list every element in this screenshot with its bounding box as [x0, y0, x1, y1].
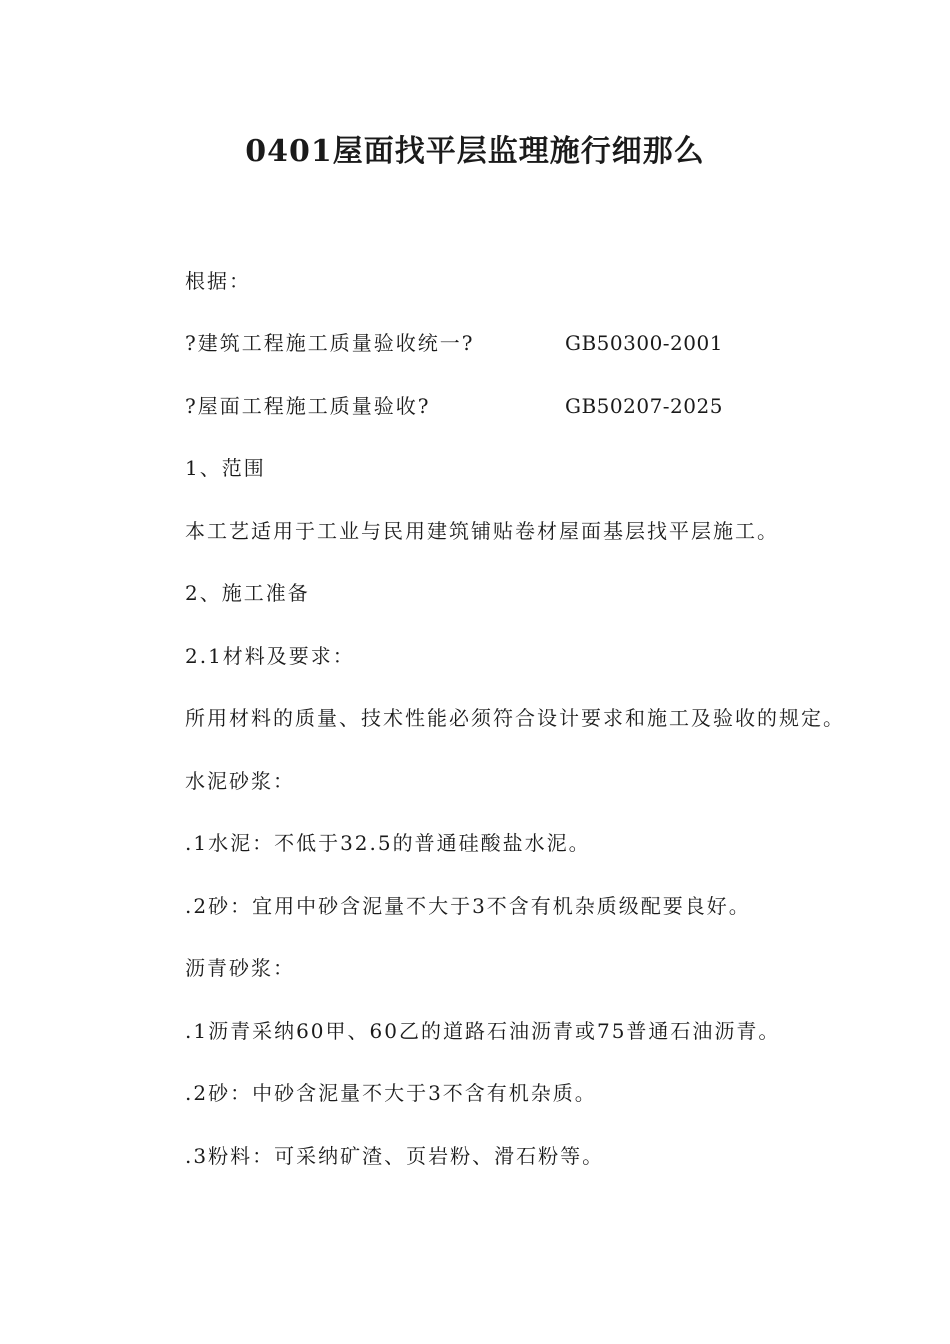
list-item: .2砂：宜用中砂含泥量不大于3不含有机杂质级配要良好。: [185, 894, 751, 918]
list-item: .3粉料：可采纳矿渣、页岩粉、滑石粉等。: [185, 1144, 605, 1168]
paragraph: 本工艺适用于工业与民用建筑铺贴卷材屋面基层找平层施工。: [185, 519, 779, 543]
subsection-heading-materials: 2.1材料及要求：: [185, 644, 355, 668]
paragraph: 所用材料的质量、技术性能必须符合设计要求和施工及验收的规定。: [185, 706, 845, 730]
subheading-asphalt-mortar: 沥青砂浆：: [185, 956, 295, 980]
list-item: .1沥青采纳60甲、60乙的道路石油沥青或75普通石油沥青。: [185, 1019, 781, 1043]
reference-line: [185, 391, 723, 421]
basis-label: 根据：: [185, 269, 251, 293]
section-heading-scope: 1、范围: [185, 456, 266, 480]
reference-name: ?屋面工程施工质量验收?: [185, 394, 431, 418]
list-item: .1水泥：不低于32.5的普通硅酸盐水泥。: [185, 831, 591, 855]
reference-name: ?建筑工程施工质量验收统一?: [185, 331, 475, 355]
reference-line: [185, 328, 723, 358]
section-heading-preparation: 2、施工准备: [185, 581, 310, 605]
reference-code: GB50207-2025: [565, 394, 723, 418]
list-item: .2砂：中砂含泥量不大于3不含有机杂质。: [185, 1081, 597, 1105]
subheading-cement-mortar: 水泥砂浆：: [185, 769, 295, 793]
reference-code: GB50300-2001: [565, 331, 723, 355]
document-title: 0401屋面找平层监理施行细那么: [245, 134, 705, 169]
